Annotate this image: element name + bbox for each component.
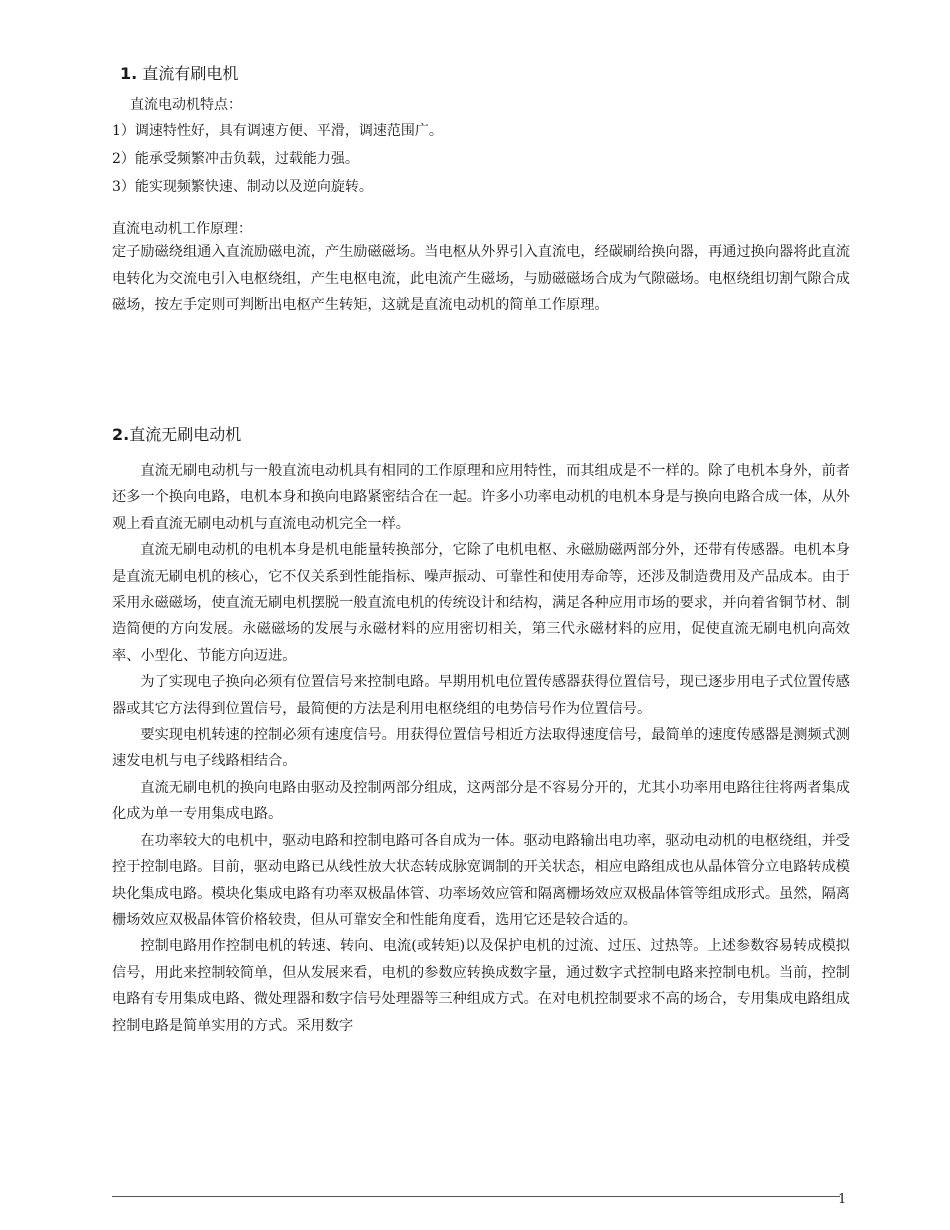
feature-item: 3）能实现频繁快速、制动以及逆向旋转。	[112, 179, 373, 195]
body-paragraph: 为了实现电子换向必须有位置信号来控制电路。早期用机电位置传感器获得位置信号，现已逐步用电子式位置传感器或其它方法得到位置信号，最简便的方法是利用电枢绕组的电势信号作为位置信号。	[112, 674, 850, 717]
section-1-title: 直流有刷电机	[142, 64, 239, 83]
body-paragraph: 要实现电机转速的控制必须有速度信号。用获得位置信号相近方法取得速度信号，最简单的速度传感器是测频式测速发电机与电子线路相结合。	[112, 727, 850, 770]
features-title: 直流电动机特点：	[130, 97, 242, 113]
page-number: 1	[838, 1192, 847, 1207]
features-list	[112, 117, 443, 201]
section-1-heading	[120, 63, 238, 85]
feature-item: 2）能承受频繁冲击负载，过载能力强。	[112, 151, 359, 167]
section-1-number: 1.	[120, 64, 138, 83]
principle-paragraph: 定子励磁绕组通入直流励磁电流，产生励磁磁场。当电枢从外界引入直流电，经碳刷给换向器，再通过换向器将此直流电转化为交流电引入电枢绕组，产生电枢电流，此电流产生磁场，与励磁磁场合成为气隙磁场。电枢绕组切割气隙合成磁场，按左手定则可判断出电枢产生转矩，这就是直流电动机的简单工作原理。	[112, 244, 850, 313]
section-2-heading	[112, 424, 241, 446]
section-2-body	[112, 458, 850, 1039]
footer-divider	[112, 1196, 840, 1197]
body-paragraph: 直流无刷电动机的电机本身是机电能量转换部分，它除了电机电枢、永磁励磁两部分外，还带有传感器。电机本身是直流无刷电机的核心，它不仅关系到性能指标、噪声振动、可靠性和使用寿命等，还涉及制造费用及产品成本。由于采用永磁磁场，使直流无刷电机摆脱一般直流电机的传统设计和结构，满足各种应用市场的要求，并向着省铜节材、制造简便的方向发展。永磁磁场的发展与永磁材料的应用密切相关，第三代永磁材料的应用，促使直流无刷电机向高效率、小型化、节能方向迈进。	[112, 542, 850, 664]
section-2-title: 直流无刷电动机	[129, 425, 242, 444]
principle-title: 直流电动机工作原理：	[112, 221, 252, 237]
body-paragraph: 直流无刷电动机与一般直流电动机具有相同的工作原理和应用特性，而其组成是不一样的。除了电机本身外，前者还多一个换向电路，电机本身和换向电路紧密结合在一起。许多小功率电动机的电机本身是与换向电路合成一体，从外观上看直流无刷电动机与直流电动机完全一样。	[112, 463, 850, 532]
body-paragraph: 直流无刷电机的换向电路由驱动及控制两部分组成，这两部分是不容易分开的，尤其小功率用电路往往将两者集成化成为单一专用集成电路。	[112, 779, 850, 823]
section-2-number: 2.	[112, 425, 130, 444]
body-paragraph: 控制电路用作控制电机的转速、转向、电流(或转矩)以及保护电机的过流、过压、过热等。上述参数容易转成模拟信号，用此来控制较简单，但从发展来看，电机的参数应转换成数字量，通过数字式控制电路来控制电机。当前，控制电路有专用集成电路、微处理器和数字信号处理器等三种组成方式。在对电机控制要求不高的场合，专用集成电路组成控制电路是简单实用的方式。采用数字	[112, 938, 850, 1034]
body-paragraph: 在功率较大的电机中，驱动电路和控制电路可各自成为一体。驱动电路输出电功率，驱动电动机的电枢绕组，并受控于控制电路。目前，驱动电路已从线性放大状态转成脉宽调制的开关状态，相应电路组成也从晶体管分立电路转成模块化集成电路。模块化集成电路有功率双极晶体管、功率场效应管和隔离栅场效应双极晶体管等组成形式。虽然，隔离栅场效应双极晶体管价格较贵，但从可靠安全和性能角度看，选用它还是较合适的。	[112, 832, 850, 928]
feature-item: 1）调速特性好，具有调速方便、平滑，调速范围广。	[112, 123, 443, 139]
